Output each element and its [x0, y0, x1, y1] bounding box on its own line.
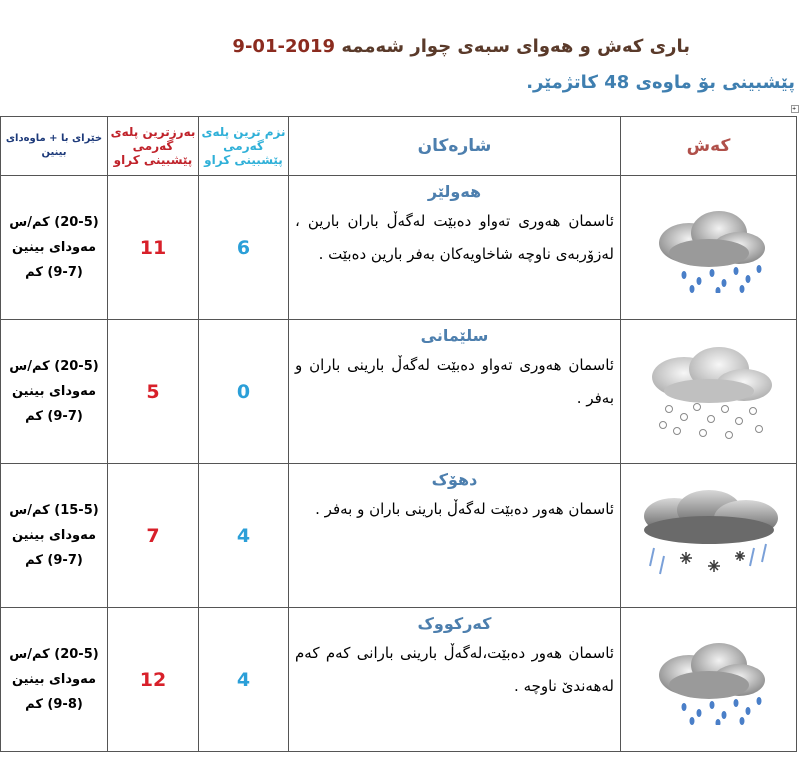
header-cities: شارەکان	[289, 117, 621, 176]
city-cell	[289, 608, 621, 752]
city-cell	[289, 176, 621, 320]
max-temp: 12	[108, 608, 199, 752]
wind-cell	[1, 320, 108, 464]
cloud-snow-icon	[634, 486, 784, 586]
header-wind: خێرای با + ماوەدای بینین	[1, 117, 108, 176]
visibility-label: مەوداى بينين	[11, 240, 97, 255]
title-text: باری کەش و هەوای سبەی چوار شەممە	[341, 36, 690, 57]
table-row	[1, 608, 797, 752]
max-temp: 7	[108, 464, 199, 608]
min-temp: 4	[199, 608, 289, 752]
page-subtitle: پێشبینی بۆ ماوەی 48 کاتژمێر.	[526, 72, 795, 93]
table-anchor-icon[interactable]: +	[791, 105, 799, 113]
visibility-value: (9-8) کم	[25, 697, 83, 712]
visibility-label: مەوداى بينين	[11, 672, 97, 687]
city-cell	[289, 464, 621, 608]
city-description: ئاسمان هەور دەبێت لەگەڵ بارینی باران و بەفر .	[315, 500, 614, 518]
city-description: ئاسمان هەوری تەواو دەبێت لەگەڵ باران بارین ، لەزۆربەی ناوچە شاخاویەکان بەفر بارین دەبێت .	[295, 212, 614, 263]
header-min: نزم ترین پلەی گەرمی پێشبینی کراو	[199, 117, 289, 176]
city-name: هەولێر	[427, 182, 482, 201]
table-row	[1, 464, 797, 608]
header-weather: کەش	[621, 117, 797, 176]
wind-cell	[1, 176, 108, 320]
wind-speed: (20-5) کم/س	[9, 359, 99, 374]
cloud-sleet-icon	[639, 337, 779, 447]
weather-table	[0, 116, 797, 752]
min-temp: 0	[199, 320, 289, 464]
visibility-label: مەوداى بينين	[11, 528, 97, 543]
min-temp: 4	[199, 464, 289, 608]
table-row	[1, 176, 797, 320]
min-temp: 6	[199, 176, 289, 320]
weather-icon-cell	[621, 320, 797, 464]
city-name: دهۆک	[431, 470, 478, 489]
city-name: سلێمانی	[420, 326, 489, 345]
header-max: بەرزترین پلەی گەرمی پێشبینی کراو	[108, 117, 199, 176]
max-temp: 11	[108, 176, 199, 320]
visibility-label: مەوداى بينين	[11, 384, 97, 399]
visibility-value: (9-7) کم	[25, 265, 83, 280]
weather-icon-cell	[621, 464, 797, 608]
wind-cell	[1, 608, 108, 752]
city-description: ئاسمان هەور دەبێت،لەگەڵ بارینی بارانی کەم کەم لەهەندێ ناوچە .	[295, 644, 614, 695]
page-title	[0, 36, 690, 57]
max-temp: 5	[108, 320, 199, 464]
title-date: 2019-01-9	[232, 36, 336, 57]
wind-speed: (20-5) کم/س	[9, 647, 99, 662]
wind-cell	[1, 464, 108, 608]
cloud-rain-icon	[644, 635, 774, 725]
weather-icon-cell	[621, 608, 797, 752]
visibility-value: (9-7) کم	[25, 553, 83, 568]
visibility-value: (9-7) کم	[25, 409, 83, 424]
city-description: ئاسمان هەوری تەواو دەبێت لەگەڵ بارینی باران و بەفر .	[295, 356, 614, 407]
city-name: کەرکووک	[417, 614, 492, 633]
city-cell	[289, 320, 621, 464]
weather-icon-cell	[621, 176, 797, 320]
wind-speed: (20-5) کم/س	[9, 215, 99, 230]
wind-speed: (15-5) کم/س	[9, 503, 99, 518]
cloud-rain-icon	[644, 203, 774, 293]
table-row	[1, 320, 797, 464]
